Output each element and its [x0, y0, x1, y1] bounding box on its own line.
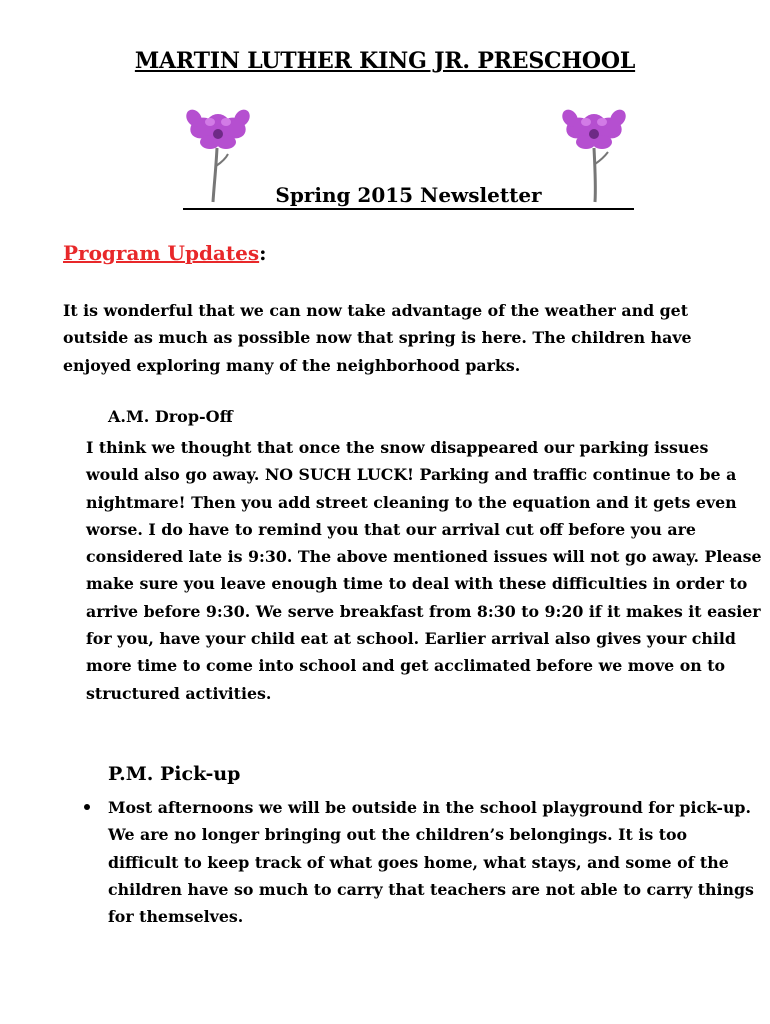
pm-pickup-bullet-text: Most afternoons we will be outside in the school playground for pick-up. We are no longer bringing out the children’s belongings. It is too difficult to keep track of what goes home, what stays, and some of the children have so much to carry that teachers are not able to carry things for themselves.	[108, 798, 754, 927]
list-item	[80, 794, 760, 930]
program-updates-colon: :	[259, 241, 267, 265]
newsletter-title: Spring 2015 Newsletter	[183, 182, 634, 210]
program-updates-label: Program Updates	[63, 241, 260, 265]
school-name-title: MARTIN LUTHER KING JR. PRESCHOOL	[134, 48, 636, 74]
intro-paragraph: It is wonderful that we can now take advantage of the weather and get outside as much as possible now that spring is here. The children have enjoyed exploring many of the neighborhood parks.	[63, 301, 692, 375]
am-dropoff-heading: A.M. Drop-Off	[108, 407, 233, 426]
program-updates-heading	[63, 241, 267, 265]
pm-pickup-heading: P.M. Pick-up	[108, 763, 241, 785]
am-dropoff-paragraph: I think we thought that once the snow disappeared our parking issues would also go away. NO SUCH LUCK! Parking and traffic continue to be a nightmare! Then you add street cleaning to the equation and it gets even worse. I do have to remind you that our arrival cut off before you are considered late is 9:30. The above mentioned issues will not go away. Please make sure you leave enough time to deal with these difficulties in order to arrive before 9:30. We serve breakfast from 8:30 to 9:20 if it makes it easier for you, have your child eat at school. Earlier arrival also gives your child more time to come into school and get acclimated before we move on to structured activities.	[86, 438, 762, 703]
bullet-icon	[84, 804, 90, 810]
pm-pickup-list	[80, 794, 760, 930]
